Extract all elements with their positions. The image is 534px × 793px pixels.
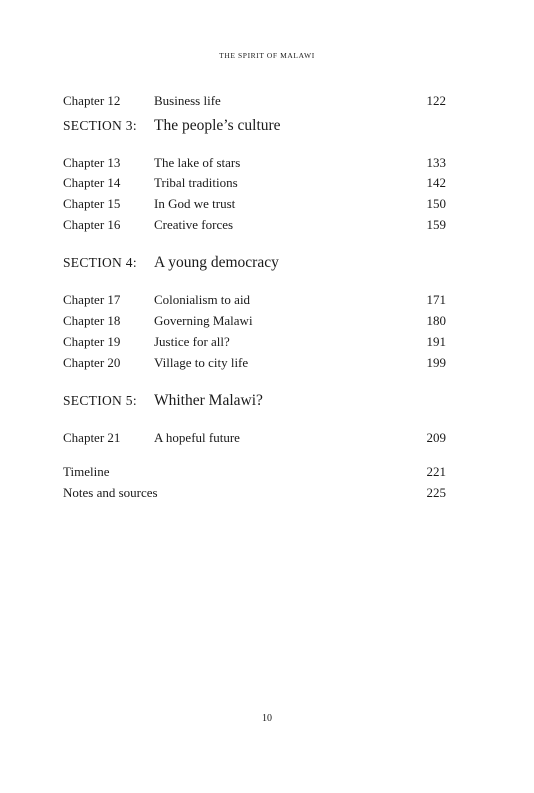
entry-label: Chapter 12 (63, 93, 121, 108)
entry-label: Timeline (63, 463, 110, 479)
section-label: SECTION 3: (63, 117, 137, 133)
entry-title: Tribal traditions (154, 175, 238, 191)
entry-page: 191 (426, 333, 446, 349)
toc-entry-chapter-12 (63, 91, 446, 112)
entry-title: A hopeful future (154, 430, 240, 446)
entry-page: 150 (426, 196, 446, 212)
entry-title: Business life (154, 93, 221, 108)
toc-entry-notes-and-sources (63, 483, 446, 504)
page-number: 10 (262, 713, 272, 724)
entry-label: Notes and sources (63, 484, 158, 500)
entry-title: In God we trust (154, 196, 236, 212)
entry-label: Chapter 13 (63, 154, 121, 170)
running-head: THE SPIRIT OF MALAWI (219, 51, 315, 60)
entry-label: Chapter 14 (63, 175, 121, 191)
toc-entry-chapter-17 (63, 290, 446, 311)
toc-entry-chapter-19 (63, 332, 446, 353)
toc-entry-chapter-18 (63, 311, 446, 332)
entry-page: 225 (426, 484, 446, 500)
entry-page: 142 (426, 175, 446, 191)
toc-entry-chapter-14 (63, 173, 446, 194)
entry-page: 199 (426, 354, 446, 370)
entry-label: Chapter 16 (63, 216, 121, 232)
entry-title: The lake of stars (154, 154, 241, 170)
toc-entry-chapter-21 (63, 428, 446, 449)
toc-section-5 (63, 387, 446, 415)
entry-label: Chapter 20 (63, 354, 121, 370)
entry-label: Chapter 17 (63, 292, 121, 308)
entry-label: Chapter 18 (63, 313, 121, 329)
entry-page: 159 (426, 216, 446, 232)
entry-page: 122 (426, 93, 446, 108)
toc-section-4 (63, 249, 446, 277)
section-label: SECTION 5: (63, 393, 137, 409)
toc-entry-chapter-20 (63, 353, 446, 374)
entry-title: Village to city life (154, 354, 249, 370)
toc-entry-timeline (63, 462, 446, 483)
entry-title: Colonialism to aid (154, 292, 251, 308)
entry-title: Creative forces (154, 216, 234, 232)
entry-page: 180 (426, 313, 446, 329)
toc-entry-chapter-15 (63, 194, 446, 215)
entry-title: Governing Malawi (154, 313, 253, 329)
entry-page: 221 (426, 463, 446, 479)
entry-title: Justice for all? (154, 333, 230, 349)
section-title: Whither Malawi? (154, 392, 263, 410)
toc-section-3 (63, 112, 446, 140)
entry-page: 171 (426, 292, 446, 308)
section-title: A young democracy (154, 254, 279, 272)
toc-entry-chapter-13 (63, 153, 446, 174)
entry-page: 209 (426, 430, 446, 446)
entry-label: Chapter 21 (63, 430, 121, 446)
section-label: SECTION 4: (63, 255, 137, 271)
entry-page: 133 (426, 154, 446, 170)
section-title: The people’s culture (154, 116, 281, 134)
entry-label: Chapter 15 (63, 196, 121, 212)
table-of-contents (63, 91, 446, 503)
toc-entry-chapter-16 (63, 215, 446, 236)
entry-label: Chapter 19 (63, 333, 121, 349)
